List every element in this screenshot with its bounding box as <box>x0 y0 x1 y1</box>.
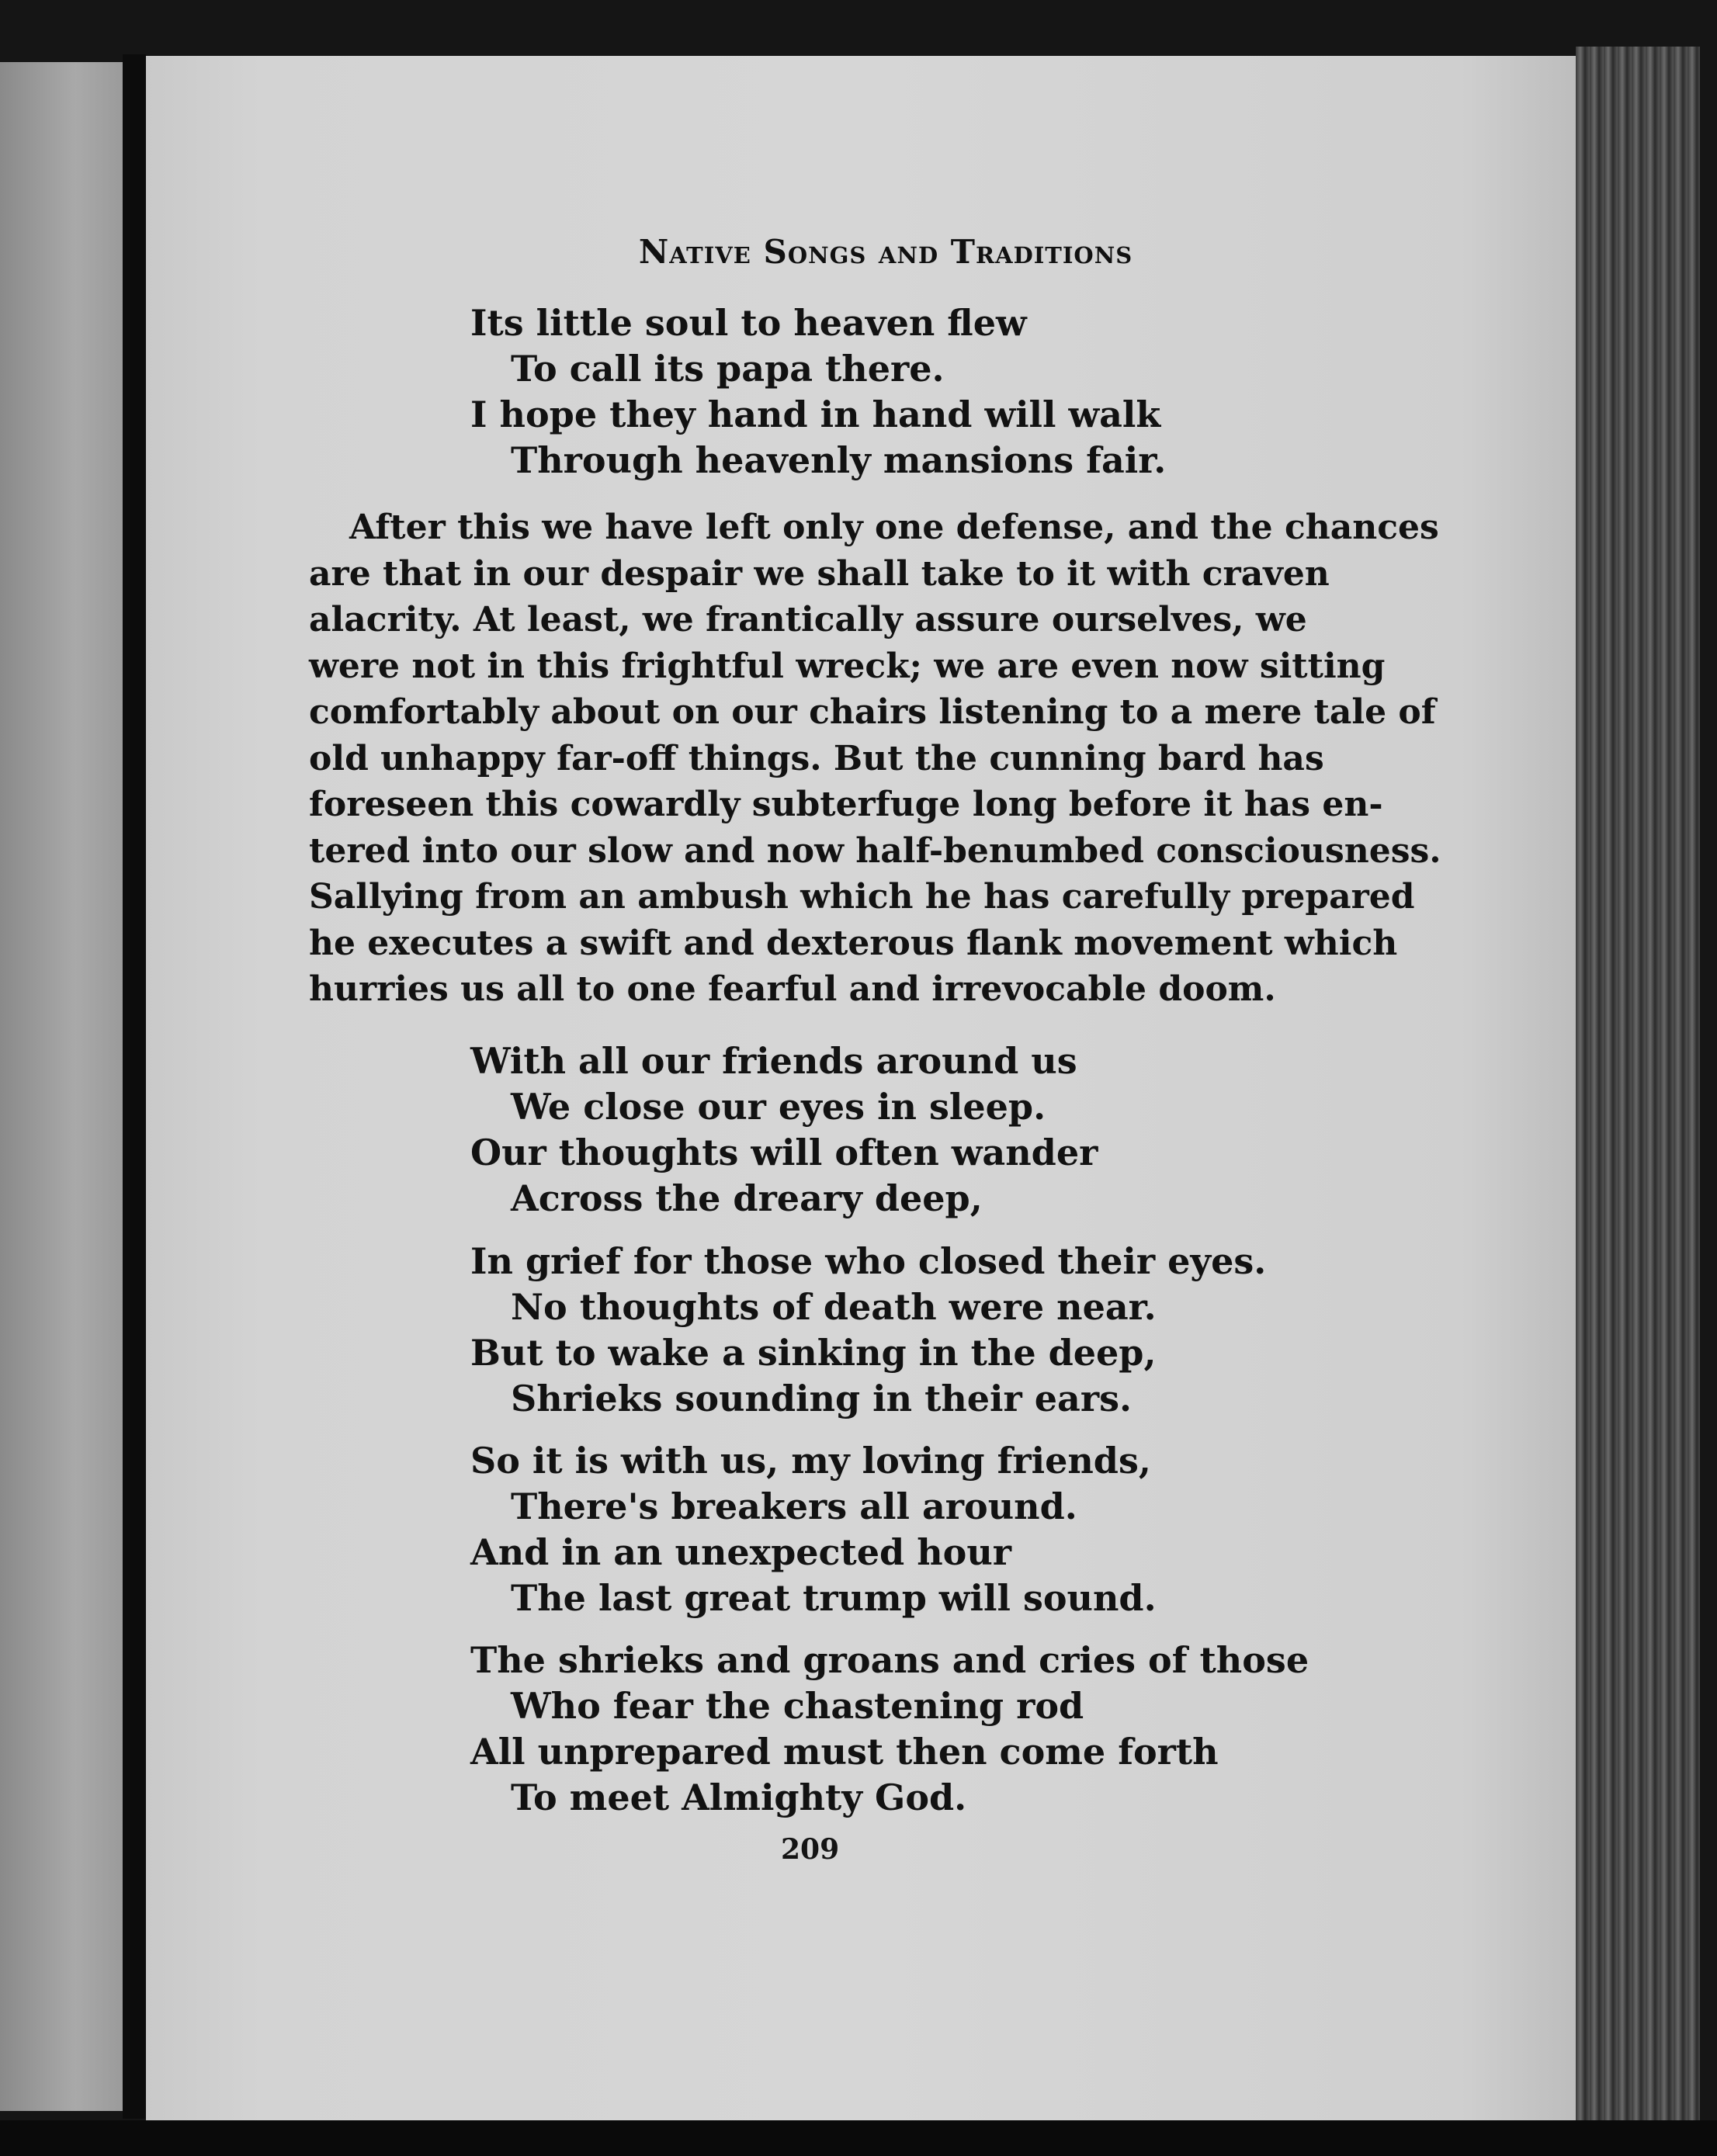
poem-line: So it is with us, my loving friends, <box>470 1440 1151 1482</box>
prose-line: are that in our despair we shall take to it with craven <box>309 553 1330 594</box>
poem-line: Shrieks sounding in their ears. <box>511 1378 1132 1419</box>
prose-line: old unhappy far-off things. But the cunning bard has <box>309 738 1324 778</box>
prose-line: tered into our slow and now half-benumbed consciousness. <box>309 830 1441 871</box>
poem-line: To call its papa there. <box>511 348 945 390</box>
running-head: Native Songs and Traditions <box>638 233 1133 271</box>
prose-line: After this we have left only one defense, and the chances <box>349 508 1439 547</box>
poem-line: All unprepared must then come forth <box>470 1731 1219 1773</box>
poem-line: To meet Almighty God. <box>511 1776 967 1818</box>
prose-line: foreseen this cowardly subterfuge long before it has en- <box>309 785 1383 824</box>
poem-stanza <box>470 1038 1098 1222</box>
poem-line: The shrieks and groans and cries of those <box>470 1639 1309 1681</box>
poem-stanza <box>470 300 1166 484</box>
poem-line: We close our eyes in sleep. <box>511 1086 1046 1128</box>
page-stack-edge <box>1576 47 1700 2127</box>
poem-line: Our thoughts will often wander <box>470 1132 1098 1173</box>
prose-line: comfortably about on our chairs listening to a mere tale of <box>309 692 1436 732</box>
page-number: 209 <box>781 1833 840 1866</box>
facing-page-edge <box>0 62 126 2111</box>
poem-line: Its little soul to heaven flew <box>470 302 1027 344</box>
poem-line: The last great trump will sound. <box>511 1577 1157 1619</box>
poem-stanza <box>470 1239 1266 1422</box>
prose-line: alacrity. At least, we frantically assure ourselves, we <box>309 600 1307 640</box>
prose-line: hurries us all to one fearful and irrevocable doom. <box>309 969 1276 1009</box>
poem-line: Across the dreary deep, <box>511 1177 983 1219</box>
book-gutter <box>123 54 146 2119</box>
poem-line: Through heavenly mansions fair. <box>511 439 1167 481</box>
poem-line: No thoughts of death were near. <box>511 1286 1157 1328</box>
prose-line: were not in this frightful wreck; we are even now sitting <box>309 646 1386 686</box>
poem-stanza <box>470 1638 1309 1821</box>
poem-line: There's breakers all around. <box>511 1485 1077 1527</box>
poem-line: And in an unexpected hour <box>470 1531 1012 1573</box>
prose-paragraph <box>309 504 1441 1013</box>
poem-line: I hope they hand in hand will walk <box>470 393 1161 435</box>
scan-bottom-border <box>0 2120 1717 2156</box>
poem-stanza <box>470 1438 1157 1621</box>
poem-line: In grief for those who closed their eyes. <box>470 1240 1267 1282</box>
poem-line: Who fear the chastening rod <box>511 1685 1084 1727</box>
prose-line: he executes a swift and dexterous flank movement which <box>309 923 1398 963</box>
prose-line: Sallying from an ambush which he has carefully prepared <box>309 877 1415 917</box>
poem-line: But to wake a sinking in the deep, <box>470 1332 1157 1374</box>
poem-line: With all our friends around us <box>470 1040 1077 1082</box>
